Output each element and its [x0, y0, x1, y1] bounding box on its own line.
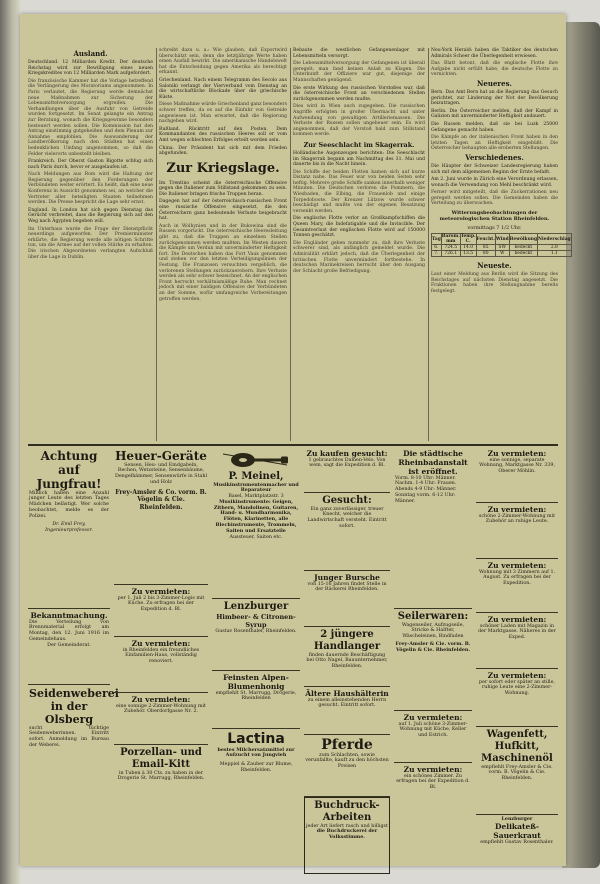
news-item: Griechenland. Nach einem Telegramm des Secolo aus Saloniki verlangt der Vierverband vom Dienstag an die wirtschaftliche Blockade über die griechische Küste. — [159, 77, 287, 100]
column-rule — [156, 48, 157, 441]
ad-sign: die Buchdruckerei der Volksstimme. — [316, 828, 378, 841]
ad-body: Basel, Marktplatzstr. 3 — [228, 494, 284, 500]
ad-zu-vermieten — [476, 447, 558, 503]
news-item: Die englische Flotte verlor an Großkampfschiffen die Queen Mary, die Indefatigable und die Invincible. Der Gesamtverlust der englischen Flotte wird auf 150000 Tonnen geschätzt. — [293, 216, 425, 239]
ad-body: in Tuben à 30 Cts. zu haben in der Drogerie St. Marrugg, Rheinfelden. — [117, 770, 205, 782]
ad-list: Musikinstrumente: Geigen, Zithern, Mandolinen, Guitaren, Hand- u. Mundharmonika, Flöten, Klarinetten, alle Blechinstrumente, Trommeln, Saiten und Ersatzteile — [213, 498, 299, 534]
ad-title: Buchdruck-Arbeiten — [314, 799, 380, 823]
ad-body: Vorm. 8-10 Uhr: Männer. Nachm. 1-4 Uhr: Frauen. Abends 4-9 Uhr: Männer. Sonntag vorm. 6-12 Uhr: Männer. — [395, 475, 457, 504]
ad-title: Ältere Haushälterin — [305, 688, 389, 698]
ad-body: Mißlich haben eine Anzahl junger Leute des letzten Tages Mädchen belästigt. Wer solche beobachtet, melde es der Polizei. — [29, 490, 109, 519]
ad-title: 2 jüngere Handlanger — [313, 628, 381, 652]
ad-body: finden dauernde Beschäftigung bei Otto Nagel, Bauunternehmer, Rheinfelden. — [306, 652, 388, 670]
ad-title: Zu vermieten: — [487, 504, 547, 514]
ad-column-5 — [394, 447, 472, 859]
ad-sign: Meppiel & Zauber zur Blume, Rheinfelden. — [219, 762, 293, 773]
ad-title: Zu vermieten: — [131, 586, 191, 596]
ad-body: Ein ganz zuverlässiger, treuer Knecht, welcher die Landwirtschaft versteht. Eintritt sofort. — [307, 506, 387, 529]
ad-rheinbadanstalt — [394, 447, 472, 609]
news-text: schreibt dazu u. a.: Wie glauben, daß Exportwird überschätzt sein, denn die letztjährige Werte haben einen Ausfall bewirkt. Die amerikanische Handelswelt hat die Entscheidung gegen Amerika als berechtigt erkannt. — [159, 48, 287, 76]
ad-zu-vermieten — [476, 559, 558, 613]
ad-title: P. Meinel, — [228, 470, 284, 482]
news-text: Das Blatt betont, daß die englische Flotte ihre Aufgabe nicht erfüllt habe, die deutsche Flotte zu vernichten. — [431, 61, 558, 78]
news-item: Die erste Wirkung des russischen Vorstoßes war, daß die österreichische Front an verschiedenen Stellen zurückgenommen werden mußte. — [293, 85, 425, 102]
ad-zu-vermieten — [394, 711, 472, 763]
weather-subtitle: vormittags 7 1/2 Uhr. — [467, 225, 522, 232]
ad-body: sucht tüchtige Seidenweberinnen. Eintritt sofort. Anmeldung im Bureau der Weberei. — [29, 725, 109, 748]
news-text: Laut einer Meldung aus Berlin wird die Sitzung des Reichstages auf nächsten Dienstag angesetzt. Die Fraktionen haben ihre Stellungnahme bereits festgelegt. — [431, 272, 558, 294]
ad-seilerwaren — [394, 609, 472, 711]
ad-body: eine sonnige, separate Wohnung, Marktgasse Nr. 339, Oberer Möhlin. — [479, 457, 555, 475]
weather-cell: 13.5 — [460, 251, 476, 257]
ad-title: Delikateß-Sauerkraut — [493, 822, 541, 841]
heading-neueste: Neueste. — [477, 261, 512, 271]
ad-body: ein schönes Zimmer. Zu erfragen bei der Expedition d. Bl. — [396, 773, 470, 791]
weather-header-cell: Niederschlag — [538, 234, 572, 245]
news-text: Die Schiffe der beiden Flotten kamen sich auf kurze Distanz nahe. Das Feuer war von beiden Seiten sehr heftig. Mehrere große Schiffe sanken innerhalb weniger Minuten. Die Deutschen verloren die Pommern, die Wiesbaden, die Elbing, die Frauenlob und einige Torpedoboote. Der Kreuzer Lützow wurde schwer beschädigt und mußte von der eigenen Besatzung versenkt werden. — [293, 169, 425, 214]
news-column-2 — [159, 48, 287, 441]
ad-body: jeder Art liefert rasch und billigst — [306, 823, 388, 829]
ad-gesucht-knecht — [304, 493, 390, 571]
section-divider — [28, 444, 558, 446]
ad-body: Wohnung mit 3 Zimmern auf 1. August. Zu erfragen bei der Expedition. — [478, 569, 556, 587]
heading-seeschlacht: Zur Seeschlacht im Skagerrak. — [303, 140, 415, 149]
news-text: Die Lebensmittelversorgung der Gefangenen ist überall geregelt; man fand keinen Anlaß zu Klagen. Die Unterkunft der Offiziere war gut, diejenige der Mannschaften genügend. — [293, 61, 425, 83]
news-item: Im Trentino scheint die österreichische Offensive gegen die Italiener zum Stillstand gekommen zu sein. Die Italiener bringen frische Truppen heran. — [159, 180, 287, 197]
news-text: Im Unterhaus wurde die Frage der Dienstpflicht neuerdings aufgeworfen. Der Premierminister erklärte, die Regierung werde alle nötigen Schritte tun, um die Armee auf der vollen Stärke zu erhalten. Die irischen Abgeordneten verlangten Aufschluß über die Lage in Dublin. — [28, 226, 153, 260]
weather-cell: 724.5 — [441, 245, 460, 251]
ad-bekanntmachung — [28, 609, 110, 685]
ad-body: schöner Laden mit Magazin in der Marktgasse. Näheres in der Exped. — [478, 623, 556, 641]
ad-column-6 — [476, 447, 558, 859]
heading-verschiedenes: Verschiedenes. — [465, 152, 524, 162]
ad-title: Pferde — [321, 736, 373, 753]
ad-title: Lactina — [227, 730, 285, 747]
ad-title: Heuer-Geräte — [115, 448, 207, 463]
ad-sign: Dr. Emil Frey, Ingenieurprofessor. — [45, 522, 93, 534]
weather-cell: 2.8 — [538, 245, 572, 251]
ad-title: Zu vermieten: — [487, 560, 547, 570]
weather-cell: SW — [495, 245, 509, 251]
weather-header-cell: Barom. mm — [441, 234, 460, 245]
weather-row — [432, 251, 572, 257]
column-rule — [428, 48, 429, 441]
ad-zu-vermieten — [114, 585, 208, 637]
news-text: Diese Maßnahme würde Griechenland ganz besonders schwer treffen, da es auf die Einfuhr von Getreide angewiesen ist. Man erwartet, daß die Regierung nachgeben wird. — [159, 102, 287, 125]
news-item: Die Häupter der Schweizer Landesregierung haben sich mit dem allgemeinen Beginn der Ernte befaßt. — [431, 163, 558, 175]
ad-body: empfiehlt Gustav Rosenthaler. — [480, 840, 554, 846]
ad-lactina — [212, 729, 300, 852]
ad-haushaelterin — [304, 687, 390, 735]
weather-cell: 14.0 — [460, 245, 476, 251]
weather-cell: 7. — [432, 251, 442, 257]
weather-header-cell: Bewölkung — [509, 234, 537, 245]
ad-body: per sofort oder später an stille, ruhige Leute eine 2-Zimmer-Wohnung. — [479, 679, 555, 697]
column-rule — [290, 48, 291, 441]
ad-title: Wagenfett, Hufkitt, Maschinenöl — [481, 728, 553, 764]
ad-zu-vermieten — [476, 503, 558, 559]
news-text: Nach Meldungen aus Rom wird die Haltung der Regierung gegenüber den Forderungen der Verbündeten weiter erörtert. Es heißt, daß eine neue Konferenz in Aussicht genommen sei, an welcher die Vertreter aller beteiligten Staaten teilnehmen werden. Die Presse bespricht die Lage sehr ernst. — [28, 172, 153, 206]
news-item: Rußland. Rücktritt auf den Posten. Dem Kommandanten des russischen Heeres soll er vom Amt wegen schlechten Erfolges erteilt worden sein. — [159, 126, 287, 143]
news-text: Ferner wird mitgeteilt, daß die Zuckerrationen neu geregelt werden sollen. Die Gemeinden haben die Verteilung zu überwachen. — [431, 190, 558, 207]
weather-cell: W — [495, 251, 509, 257]
news-column-1 — [28, 48, 153, 441]
weather-header-cell: Tag — [432, 234, 442, 245]
news-item: Bebaute die westlichen Gefangenenlager mit Lebensmitteln versorgt. — [293, 48, 425, 59]
heading-kriegslage: Zur Kriegslage. — [166, 160, 280, 176]
ad-title: Feinsten Alpen-Blumenhonig — [223, 672, 289, 691]
news-item: Holländische Augenzeugen berichten: Die Seeschlacht im Skagerrak begann am Nachmittag des 31. Mai und dauerte bis in die Nacht hinein. — [293, 150, 425, 168]
ad-sign: Aussteuer, Saiten etc. — [229, 534, 283, 540]
ad-seidenweberei — [28, 685, 119, 838]
news-item: Frankreich. Der Oberst Gaston Bigotte schlug sich nach Paris durch, bevor er ausgelaufen ist. — [28, 159, 153, 170]
ad-body: Sensen, Heu- und Emdgabeln, Rechen, Wetzsteine, Sensenbäume, Dengelhämmer, Sensenwürfe in Stahl und Holz — [115, 462, 207, 485]
news-item: Bern. Das Amt Bern hat an die Regierung das Gesuch gerichtet, zur Linderung der Not der Bevölkerung beizutragen. — [431, 89, 558, 107]
news-column-4 — [431, 48, 571, 441]
news-item: Dagegen hat auf der österreichisch-russischen Front eine russische Offensive eingesetzt, die den Österreichern ganz bedeutende Verluste beigebracht hat. — [159, 199, 287, 222]
news-column-3 — [293, 48, 425, 441]
violin-icon — [221, 451, 291, 469]
ad-column-4 — [304, 447, 390, 859]
ad-body: auf 1. Juli schöne 3-Zimmer-Wohnung mit Küche, Keller und Estrich. — [398, 721, 468, 739]
ad-alpen-honig — [212, 671, 300, 729]
ad-title: Porzellan- und Email-Kitt — [120, 746, 202, 770]
news-section — [28, 48, 571, 441]
weather-title: Witterungsbeobachtungen der meteorologischen Station Rheinfelden. — [439, 210, 550, 223]
news-item: Deutschland. 12 Milliarden Kredit. Der deutsche Reichstag wird zur Bewilligung eines neuen Kriegskredites von 12 Milliarden Mark aufgefordert. — [28, 60, 153, 77]
ad-achtung — [28, 447, 110, 609]
ad-title: Zu vermieten: — [487, 614, 547, 624]
ad-zu-kaufen — [304, 447, 390, 493]
ad-title: Bekanntmachung. — [30, 610, 108, 620]
ad-lenzburger — [212, 599, 300, 671]
ad-title: Die städtische Rheinbadanstalt ist eröffnet. — [398, 448, 468, 476]
ad-title: Zu vermieten: — [131, 638, 191, 648]
heading-ausland: Ausland. — [73, 49, 108, 58]
ad-column-3 — [212, 447, 300, 859]
ad-sign: Der Gemeinderat. — [47, 642, 91, 648]
ad-zu-vermieten — [476, 613, 558, 669]
weather-cell: 80 — [476, 251, 495, 257]
news-text: Die Kämpfe an der italienischen Front haben in den letzten Tagen an Heftigkeit eingebüßt. Die Österreicher behaupten alle eroberten Stellungen. — [431, 135, 558, 152]
ad-title: Lenzburger — [223, 600, 289, 612]
ad-zu-vermieten — [394, 763, 472, 846]
weather-row — [432, 245, 572, 251]
ad-body: von 15-16 Jahren findet Stelle in der Bäckerei Rheinfelden. — [307, 581, 387, 593]
ad-buchdruck — [304, 797, 390, 874]
ad-heuer-geraete — [114, 447, 208, 585]
ad-title: Zu vermieten: — [487, 448, 547, 458]
weather-header-cell: Wind — [495, 234, 509, 245]
ad-pferde — [304, 735, 390, 797]
ad-sign: Frey-Amsler & Cie. vorm. B. Vögelin & Cie. Rheinfelden. — [395, 640, 471, 653]
ad-body: eine sonnige 2-Zimmer-Wohnung mit Zubehör. Oberdorfgasse Nr. 2. — [116, 703, 206, 715]
weather-header-cell: Temp. C. — [460, 234, 476, 245]
ad-body: zu einem alleinstehenden Herrn gesucht. Eintritt sofort. — [307, 697, 387, 709]
weather-cell: 726.1 — [441, 251, 460, 257]
ad-body: 1 gebrauchtes Damen-Velo. Von wem, sagt die Expedition d. Bl. — [308, 457, 386, 469]
ad-body: Die Verteilung von Brennmaterial erfolgt am Montag, den 12. Juni 1916 im Gemeindehaus. — [29, 619, 109, 642]
news-text: Die französische Kammer hat die Vorlage betreffend die Verlängerung des Moratoriums angenommen. In Paris verlautet, die Regierung werde demnächst neue Maßnahmen zur Sicherung der Lebensmittelversorgung ergreifen. Die Verhandlungen über die Ausfuhr von Getreide wurden fortgesetzt. Im Senat gelangte ein Antrag zur Beratung, wonach die Kriegsgewinne besonders besteuert werden sollen. Die Kommission hat den Antrag einstimmig gutgeheißen und dem Plenum zur Annahme empfohlen. Die Auswanderung der Landbevölkerung nach den Städten hat einen bedenklichen Umfang angenommen, so daß die Felder vielerorts unbestellt bleiben. — [28, 78, 153, 157]
ad-sign: Gustav Rosenthaler, Rheinfelden. — [215, 628, 297, 634]
ad-title: Zu vermieten: — [403, 764, 463, 774]
ad-body: zum Schlachten, sowie verunfallte, kauft zu den höchsten Preisen — [305, 752, 389, 770]
news-text: Auch in Wolhynien und in der Bukowina sind die Russen vorgerückt. Die österreichische Heeresleitung gibt zu, daß die Truppen an einzelnen Stellen zurückgenommen werden mußten. Im Westen dauern die Kämpfe um Verdun mit unverminderter Heftigkeit fort. Die Deutschen haben das Fort Vaux genommen und stehen vor den letzten Verteidigungslinien der Festung. Die Franzosen versuchten vergeblich, die verlorenen Stellungen zurückzuerobern. Ihre Verluste werden als sehr schwer bezeichnet. An der englischen Front herrscht verhältnismäßige Ruhe. Man rechnet jedoch mit einer baldigen Offensive der Verbündeten an der Somme, wofür umfangreiche Vorbereitungen getroffen werden. — [159, 223, 287, 302]
ad-zu-vermieten — [114, 693, 208, 745]
weather-cell: bedeckt — [509, 251, 537, 257]
ad-subtitle: Musikinstrumentenmacher und Reparateur — [213, 481, 299, 494]
ad-title: Zu vermieten: — [487, 670, 547, 680]
book-binding-left — [0, 0, 20, 884]
ad-title: Gesucht: — [322, 494, 372, 506]
ad-body: per 1. Juli 2 bis 3-Zimmer-Logis mit Küche. Zu erfragen bei der Expedition d. Bl. — [117, 595, 205, 613]
ad-body: Wagenseiler, Aufzugseile, Stricke & Halfter, Wäscheleinen, Bindfaden — [401, 622, 465, 640]
ad-title: Zu vermieten: — [131, 694, 191, 704]
ad-body: empfiehlt St. Marrugg, Drogerie, Rheinfelden — [215, 690, 297, 702]
ad-title: Zu kaufen gesucht: — [306, 448, 388, 458]
ad-zu-vermieten — [476, 669, 558, 727]
ad-title: Zu vermieten: — [403, 712, 463, 722]
news-item: China. Der Präsident hat sich mit dem Frieden abgefunden. — [159, 145, 287, 157]
ad-porzellan-kitt — [114, 745, 208, 838]
weather-header-cell: Feucht. — [476, 234, 495, 245]
news-text: Die Engländer geben nunmehr zu, daß ihre Verluste schwerer sind, als anfänglich gemeldet wurde. Die Admiralität erklärt jedoch, daß die Überlegenheit der britischen Flotte unvermindert fortbestehe. In deutschen Marinekreisen herrscht über den Ausgang der Schlacht große Befriedigung. — [293, 240, 425, 274]
weather-cell: 1.1 — [538, 251, 572, 257]
book-page-edges-right — [562, 22, 600, 868]
ad-subtitle: Lenzburger — [501, 815, 533, 822]
weather-header-row — [432, 234, 572, 245]
news-item: England. In London hat sich gegen Dienstag das Gerücht verbreitet, dass die Regierung sich auf den Weg nach Ägypten begeben will. — [28, 207, 153, 225]
newspaper-page — [20, 14, 571, 866]
news-item: Berlin. Die Österreicher melden, daß der Kampf in Galizien mit unverminderter Heftigkeit andauert. — [431, 108, 558, 120]
ad-title: Junger Bursche — [314, 572, 380, 582]
ad-sign: Frey-Amsler & Co. vorm. B. Vögelin & Cie. Rheinfelden. — [115, 488, 207, 511]
ad-meinel — [212, 447, 300, 599]
advertisement-section — [28, 447, 558, 859]
ad-title: Seilerwaren: — [397, 610, 469, 622]
ad-body: schöne 2-Zimmer-Wohnung mit Zubehör an ruhige Leute. — [478, 513, 556, 525]
ad-wagenfett — [476, 727, 558, 815]
ad-title: Achtung auf Jungfrau! — [36, 448, 102, 491]
ad-column-1 — [28, 447, 119, 859]
ad-title: Seidenweberei in der Olsberg — [29, 686, 119, 726]
ad-body: in Rheinfelden ein freundliches Einfamilien-Haus, vollständig renoviert. — [122, 647, 200, 665]
news-item: Am 2. Juni wurde in Zürich eine Verordnung erlassen, wonach die Verwendung von Mehl beschränkt wird. — [431, 177, 558, 188]
heading-neueres: Neueres. — [477, 78, 512, 88]
weather-table — [431, 233, 572, 257]
ad-handlanger — [304, 627, 390, 687]
weather-cell: 85 — [476, 245, 495, 251]
ad-zu-vermieten — [114, 637, 208, 693]
ad-body: empfiehlt Frey-Amsler & Cie. vorm. B. Vögelin & Cie. Rheinfelden. — [481, 764, 553, 782]
ad-sauerkraut — [476, 815, 558, 874]
news-item: Neu-York Herald: haben die Taktiker des deutschen Admirals Scheer die Überlegenheit erwiesen. — [431, 48, 558, 59]
ad-column-2 — [114, 447, 208, 859]
ad-body: bestes Milchersatzmittel zur Aufzucht von Jungvieh — [217, 746, 295, 759]
weather-cell: 6. — [432, 245, 442, 251]
weather-cell: bedeckt — [509, 245, 537, 251]
news-text: Dies wird in Wien auch zugegeben. Die russischen Angriffe erfolgten in großer Übermacht und unter Aufwendung von gewaltigen Artilleriemassen. Die Verluste der Russen sollen ungeheuer sein. Es wird angenommen, daß der Vorstoß bald zum Stillstand kommen werde. — [293, 104, 425, 138]
news-item: Die Russen melden, daß sie bei Luzk 25000 Gefangene gemacht haben. — [431, 121, 558, 133]
ad-body: Himbeer- & Citronen-Syrup — [216, 612, 296, 629]
ad-junger-bursche — [304, 571, 390, 627]
